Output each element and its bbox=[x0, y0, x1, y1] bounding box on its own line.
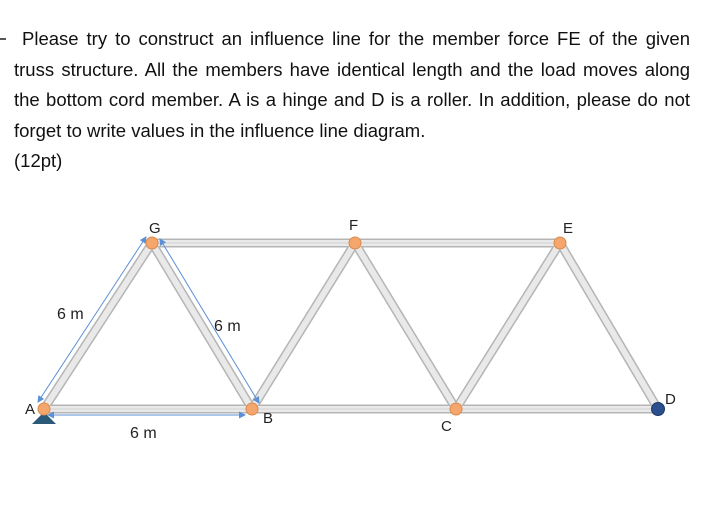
truss-members bbox=[44, 243, 658, 409]
node-c bbox=[450, 403, 462, 415]
dimension-label-gb: 6 m bbox=[214, 318, 241, 335]
dimension-line-gb bbox=[160, 239, 259, 403]
node-b bbox=[246, 403, 258, 415]
label-b: B bbox=[263, 410, 274, 427]
problem-text: Please try to construct an influence line for the member force FE of the given truss structure. All the members have identical length and the load moves along the bottom cord member. A is a hinge and D is a roller. In addition, please do not forget to write values in the influence line diagram. bbox=[14, 28, 690, 141]
label-d: D bbox=[665, 391, 676, 408]
label-a: A bbox=[25, 401, 36, 418]
problem-points: (12pt) bbox=[14, 150, 63, 171]
node-d-roller bbox=[652, 403, 665, 416]
label-f: F bbox=[349, 217, 359, 234]
node-g bbox=[146, 237, 158, 249]
node-f bbox=[349, 237, 361, 249]
dimension-line-ag bbox=[38, 237, 146, 402]
label-e: E bbox=[563, 220, 574, 237]
node-e bbox=[554, 237, 566, 249]
label-c: C bbox=[441, 418, 452, 435]
label-g: G bbox=[149, 220, 161, 237]
dimension-label-ab: 6 m bbox=[130, 425, 157, 442]
dimension-label-ag: 6 m bbox=[57, 306, 84, 323]
node-a bbox=[38, 403, 50, 415]
